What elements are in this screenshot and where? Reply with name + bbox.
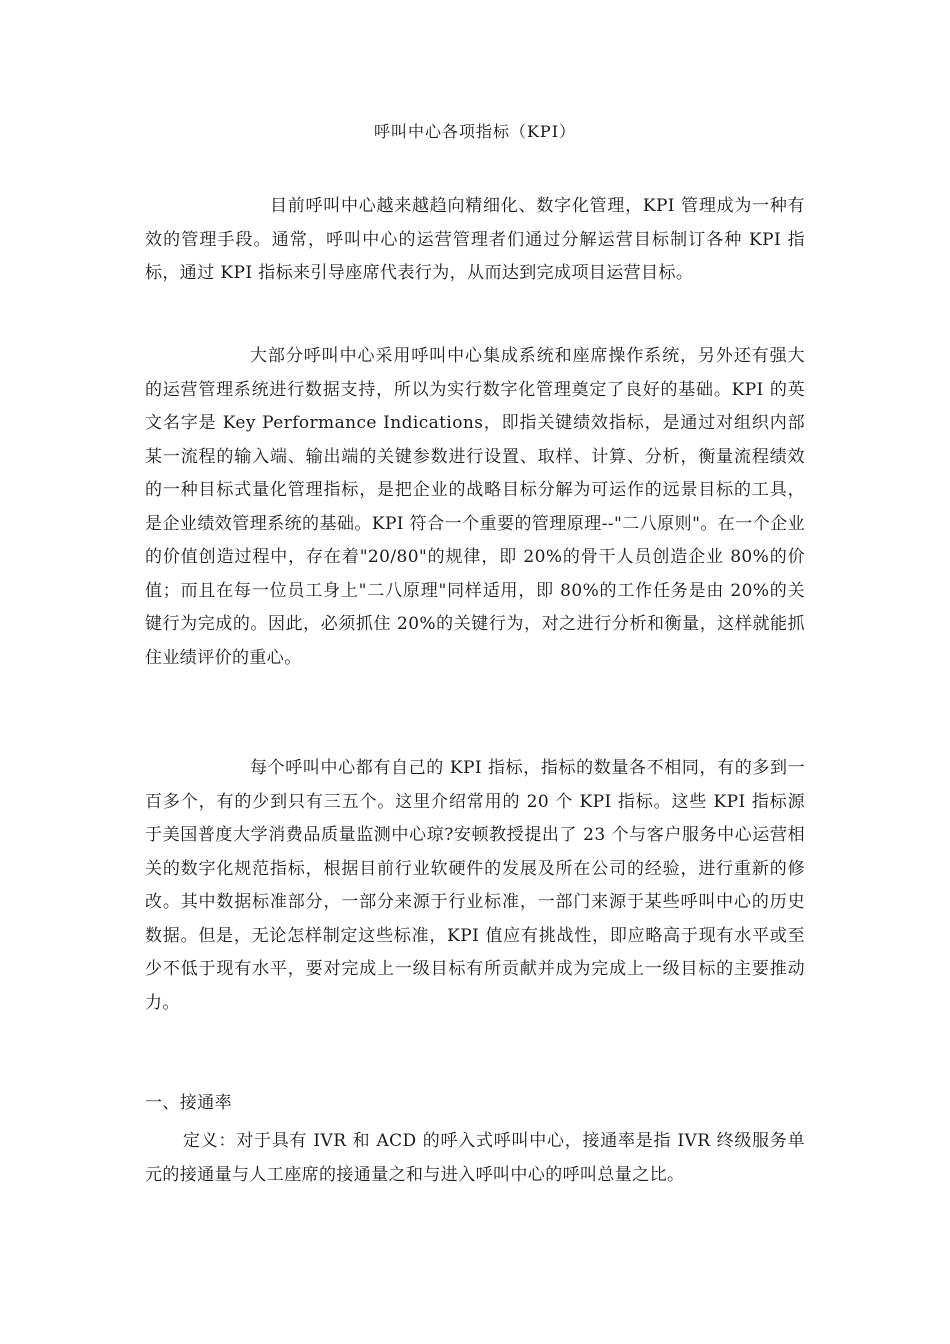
paragraph-intro: 目前呼叫中心越来越趋向精细化、数字化管理，KPI 管理成为一种有效的管理手段。通常，呼叫中心的运营管理者们通过分解运营目标制订各种 KPI 指标，通过 KPI 指标来引导座席代表行为，从而达到完成项目运营目标。 <box>145 196 805 283</box>
paragraph-kpi-count: 每个呼叫中心都有自己的 KPI 指标，指标的数量各不相同，有的多到一百多个，有的少到只有三五个。这里介绍常用的 20 个 KPI 指标。这些 KPI 指标源于美国普度大学消费品质量监测中心琼?安顿教授提出了 23 个与客户服务中心运营相关的数字化规范指标，根据目前行业软硬件的发展及所在公司的经验，进行重新的修改。其中数据标准部分，一部分来源于行业标准，一部门来源于某些呼叫中心的历史数据。但是，无论怎样制定这些标准，KPI 值应有挑战性，即应略高于现有水平或至少不低于现有水平，要对完成上一级目标有所贡献并成为完成上一级目标的主要推动力。 <box>145 758 805 1013</box>
paragraph-kpi-definition: 大部分呼叫中心采用呼叫中心集成系统和座席操作系统，另外还有强大的运营管理系统进行数据支持，所以为实行数字化管理奠定了良好的基础。KPI 的英文名字是 Key Performance Indications，即指关键绩效指标，是通过对组织内部某一流程的输入端、输出端的关键参数进行设置、取样、计算、分析，衡量流程绩效的一种目标式量化管理指标，是把企业的战略目标分解为可运作的远景目标的工具，是企业绩效管理系统的基础。KPI 符合一个重要的管理原理--"二八原则"。在一个企业的价值创造过程中，存在着"20/80"的规律，即 20%的骨干人员创造企业 80%的价值；而且在每一位员工身上"二八原理"同样适用，即 80%的工作任务是由 20%的关键行为完成的。因此，必须抓住 20%的关键行为，对之进行分析和衡量，这样就能抓住业绩评价的重心。 <box>145 346 805 668</box>
document-title: 呼叫中心各项指标（KPI） <box>373 122 577 141</box>
paragraph-answer-rate-definition: 定义：对于具有 IVR 和 ACD 的呼入式呼叫中心，接通率是指 IVR 终级服务单元的接通量与人工座席的接通量之和与进入呼叫中心的呼叫总量之比。 <box>145 1131 805 1185</box>
section-heading-answer-rate: 一、接通率 <box>145 1093 232 1113</box>
